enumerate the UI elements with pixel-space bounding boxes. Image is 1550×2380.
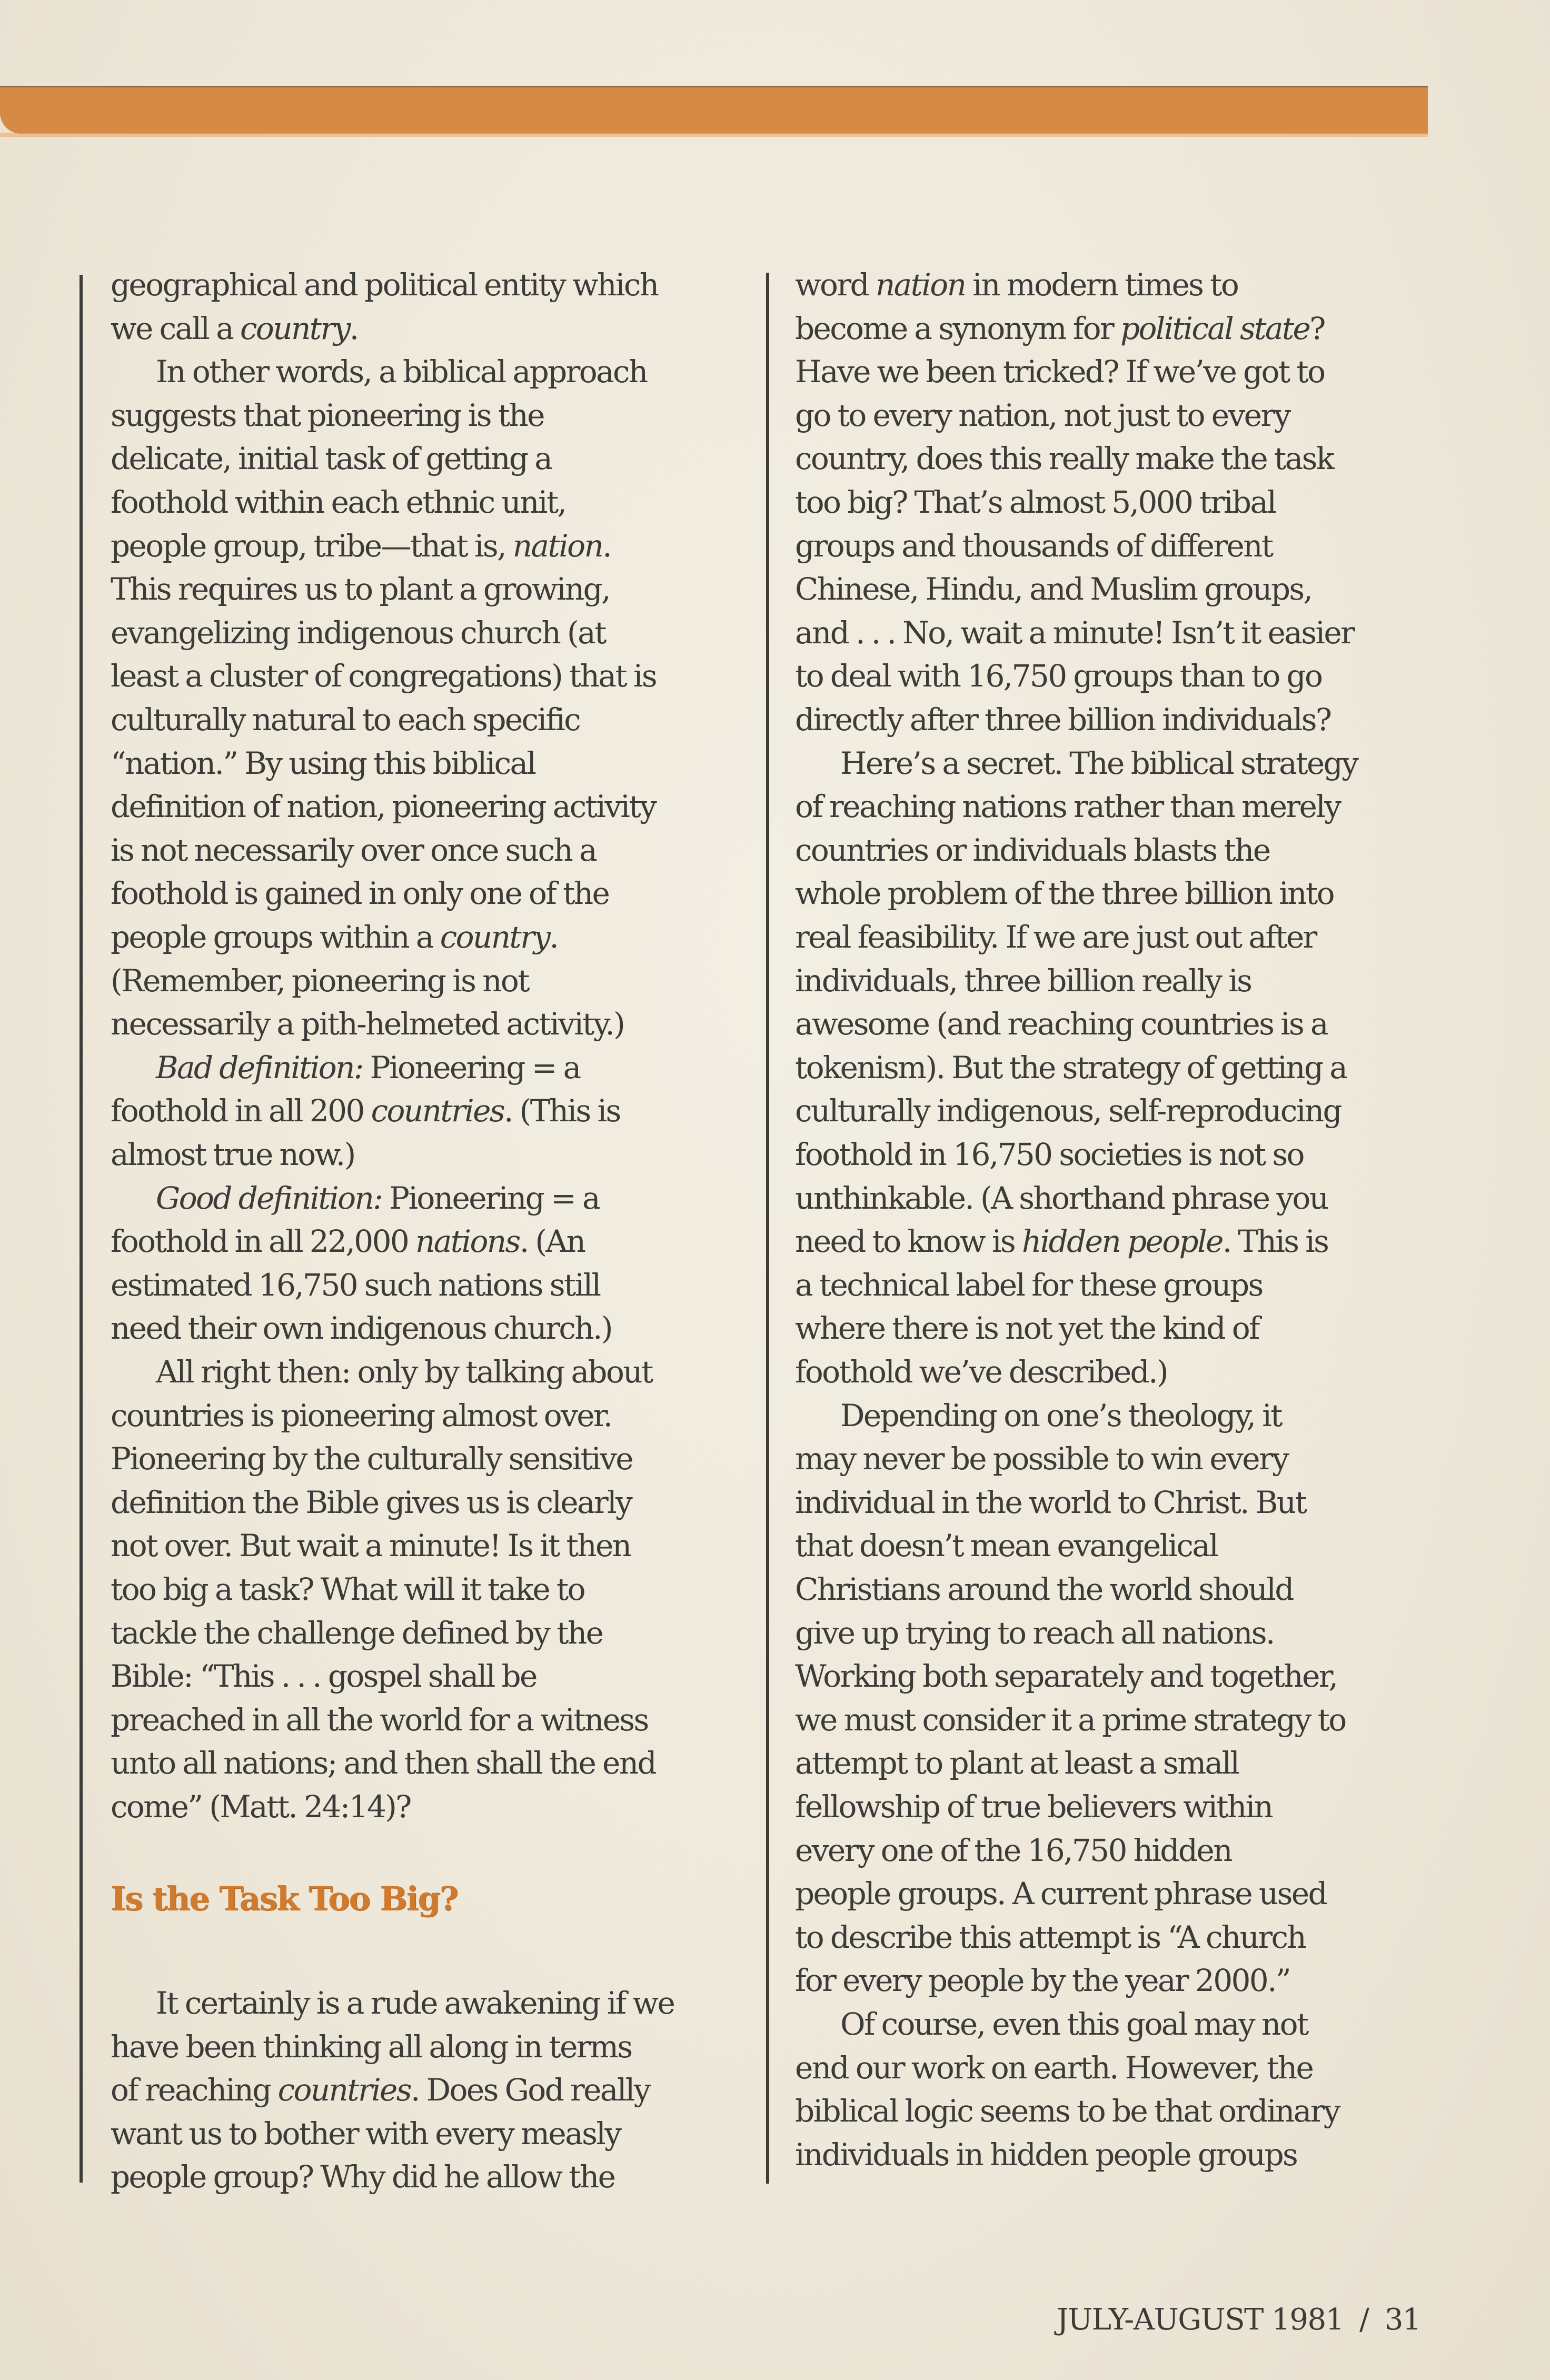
italic-phrase: country [440, 919, 550, 955]
text-line: directly after three billion individuals? [795, 702, 1331, 738]
text-run: . (An [519, 1223, 585, 1260]
text-line: is not necessarily over once such a [111, 832, 597, 868]
italic-phrase: hidden people [1021, 1223, 1223, 1260]
italic-phrase: nations [415, 1223, 520, 1260]
left-column-rule [80, 275, 83, 2183]
text-run: we call a [111, 310, 241, 346]
text-run: word [795, 267, 876, 303]
text-run: people group, tribe—that is, [111, 527, 513, 564]
text-line: to deal with 16,750 groups than to go [795, 658, 1322, 694]
text-run: foothold in all 200 [111, 1093, 371, 1129]
text-run: Pioneering = a [382, 1180, 599, 1216]
text-line [111, 524, 611, 567]
text-line: Bible: “This . . . gospel shall be [111, 1658, 536, 1695]
text-line [111, 1220, 584, 1263]
text-line: individuals, three billion really is [795, 962, 1251, 999]
text-line: evangelizing indigenous church (at [111, 614, 605, 651]
text-line [156, 1177, 599, 1220]
text-run: become a synonym for [795, 310, 1120, 346]
text-line: least a cluster of congregations) that is [111, 658, 657, 694]
text-line: Have we been tricked? If we’ve got to [795, 354, 1325, 390]
text-line: Depending on one’s theology, it [840, 1397, 1281, 1433]
text-run: . Does God really [410, 2072, 650, 2108]
text-run: in modern times to [965, 267, 1238, 303]
text-run: ? [1309, 310, 1325, 346]
text-line: foothold is gained in only one of the [111, 875, 609, 912]
text-run: people groups within a [111, 919, 440, 955]
text-line: culturally natural to each specific [111, 702, 580, 738]
text-line: go to every nation, not just to every [795, 397, 1290, 433]
text-line: have been thinking all along in terms [111, 2028, 632, 2065]
text-line: Working both separately and together, [795, 1658, 1337, 1695]
text-line: people groups. A current phrase used [795, 1876, 1327, 1912]
right-column [795, 0, 1448, 2211]
page-footer [1057, 2303, 1420, 2337]
text-line: give up trying to reach all nations. [795, 1615, 1274, 1651]
italic-phrase: nation [512, 527, 603, 564]
text-line [111, 2068, 650, 2112]
text-line: individual in the world to Christ. But [795, 1484, 1306, 1520]
italic-phrase: countries [277, 2072, 411, 2108]
text-line: country, does this really make the task [795, 441, 1334, 477]
italic-phrase: political state [1120, 310, 1310, 346]
text-line: definition the Bible gives us is clearly [111, 1484, 632, 1520]
text-run: . (This is [504, 1093, 620, 1129]
text-line: attempt to plant at least a small [795, 1745, 1239, 1781]
text-line: every one of the 16,750 hidden [795, 1832, 1231, 1868]
text-line: suggests that pioneering is the [111, 397, 544, 433]
footer-separator: / [1359, 2303, 1369, 2337]
issue-date: JULY-AUGUST 1981 [1057, 2303, 1344, 2337]
text-line: too big? That’s almost 5,000 tribal [795, 484, 1276, 520]
text-line: (Remember, pioneering is not [111, 962, 529, 999]
text-line: not over. But wait a minute! Is it then [111, 1528, 631, 1564]
text-line: unthinkable. (A shorthand phrase you [795, 1180, 1328, 1216]
text-line: Chinese, Hindu, and Muslim groups, [795, 571, 1312, 608]
text-line [156, 1046, 580, 1089]
text-line: may never be possible to win every [795, 1441, 1288, 1477]
text-run: . This is [1222, 1223, 1328, 1260]
italic-phrase: countries [371, 1093, 504, 1129]
italic-phrase: country [240, 310, 350, 346]
text-line: definition of nation, pioneering activity [111, 789, 656, 825]
text-line: we must consider it a prime strategy to [795, 1701, 1346, 1738]
text-line: groups and thousands of different [795, 527, 1273, 564]
text-line: want us to bother with every measly [111, 2115, 621, 2152]
text-line: estimated 16,750 such nations still [111, 1267, 600, 1303]
text-run: need to know is [795, 1223, 1022, 1260]
text-line [111, 1089, 620, 1132]
text-line: necessarily a pith-helmeted activity.) [111, 1006, 624, 1042]
right-column-rule [766, 273, 769, 2184]
left-column [111, 0, 763, 2211]
text-line [795, 1220, 1328, 1263]
italic-phrase: Bad definition: [156, 1049, 363, 1086]
text-line: awesome (and reaching countries is a [795, 1006, 1328, 1042]
text-line: come” (Matt. 24:14)? [111, 1789, 411, 1825]
text-line: that doesn’t mean evangelical [795, 1528, 1218, 1564]
text-line: geographical and political entity which [111, 267, 658, 303]
text-line: people group? Why did he allow the [111, 2159, 615, 2195]
text-line: to describe this attempt is “A church [795, 1919, 1306, 1955]
text-line: Christians around the world should [795, 1571, 1293, 1607]
text-run: . [602, 527, 611, 564]
text-run: . [349, 310, 358, 346]
text-line: foothold within each ethnic unit, [111, 484, 566, 520]
text-line: countries or individuals blasts the [795, 832, 1270, 868]
text-line [795, 307, 1325, 350]
text-line: need their own indigenous church.) [111, 1310, 612, 1347]
text-line: real feasibility. If we are just out after [795, 919, 1316, 955]
text-line: where there is not yet the kind of [795, 1310, 1259, 1347]
text-line: Of course, even this goal may not [840, 2006, 1308, 2042]
text-line: This requires us to plant a growing, [111, 571, 610, 608]
text-line [795, 263, 1238, 306]
text-line: for every people by the year 2000.” [795, 1963, 1290, 1999]
text-line: In other words, a biblical approach [156, 354, 647, 390]
text-line: fellowship of true believers within [795, 1789, 1273, 1825]
text-run: Pioneering = a [362, 1049, 580, 1086]
text-run: . [549, 919, 558, 955]
text-line: individuals in hidden people groups [795, 2136, 1297, 2173]
text-run: foothold in all 22,000 [111, 1223, 416, 1260]
text-line: tokenism). But the strategy of getting a [795, 1049, 1347, 1086]
text-line: end our work on earth. However, the [795, 2049, 1313, 2086]
text-line: too big a task? What will it take to [111, 1571, 584, 1607]
page-number: 31 [1384, 2303, 1420, 2337]
text-run: of reaching [111, 2072, 278, 2108]
section-heading: Is the Task Too Big? [111, 1879, 458, 1918]
text-line [111, 307, 358, 350]
text-line: unto all nations; and then shall the end [111, 1745, 656, 1781]
text-line: delicate, initial task of getting a [111, 441, 552, 477]
text-line: of reaching nations rather than merely [795, 789, 1340, 825]
text-line: whole problem of the three billion into [795, 875, 1334, 912]
text-line: culturally indigenous, self-reproducing [795, 1093, 1342, 1129]
italic-phrase: Good definition: [156, 1180, 382, 1216]
text-line: a technical label for these groups [795, 1267, 1263, 1303]
text-line: tackle the challenge defined by the [111, 1615, 603, 1651]
text-line: Pioneering by the culturally sensitive [111, 1441, 633, 1477]
text-line: foothold in 16,750 societies is not so [795, 1137, 1304, 1172]
text-line [111, 915, 558, 959]
text-line: biblical logic seems to be that ordinary [795, 2093, 1339, 2129]
italic-phrase: nation [875, 267, 966, 303]
text-line: Here’s a secret. The biblical strategy [840, 745, 1358, 781]
text-line: “nation.” By using this biblical [111, 745, 535, 781]
text-line: It certainly is a rude awakening if we [156, 1985, 674, 2021]
text-line: preached in all the world for a witness [111, 1701, 648, 1738]
text-line: foothold we’ve described.) [795, 1354, 1167, 1390]
text-line: countries is pioneering almost over. [111, 1397, 612, 1433]
text-line: and . . . No, wait a minute! Isn’t it easier [795, 614, 1354, 651]
text-line: almost true now.) [111, 1137, 355, 1172]
text-line: All right then: only by talking about [156, 1354, 652, 1390]
